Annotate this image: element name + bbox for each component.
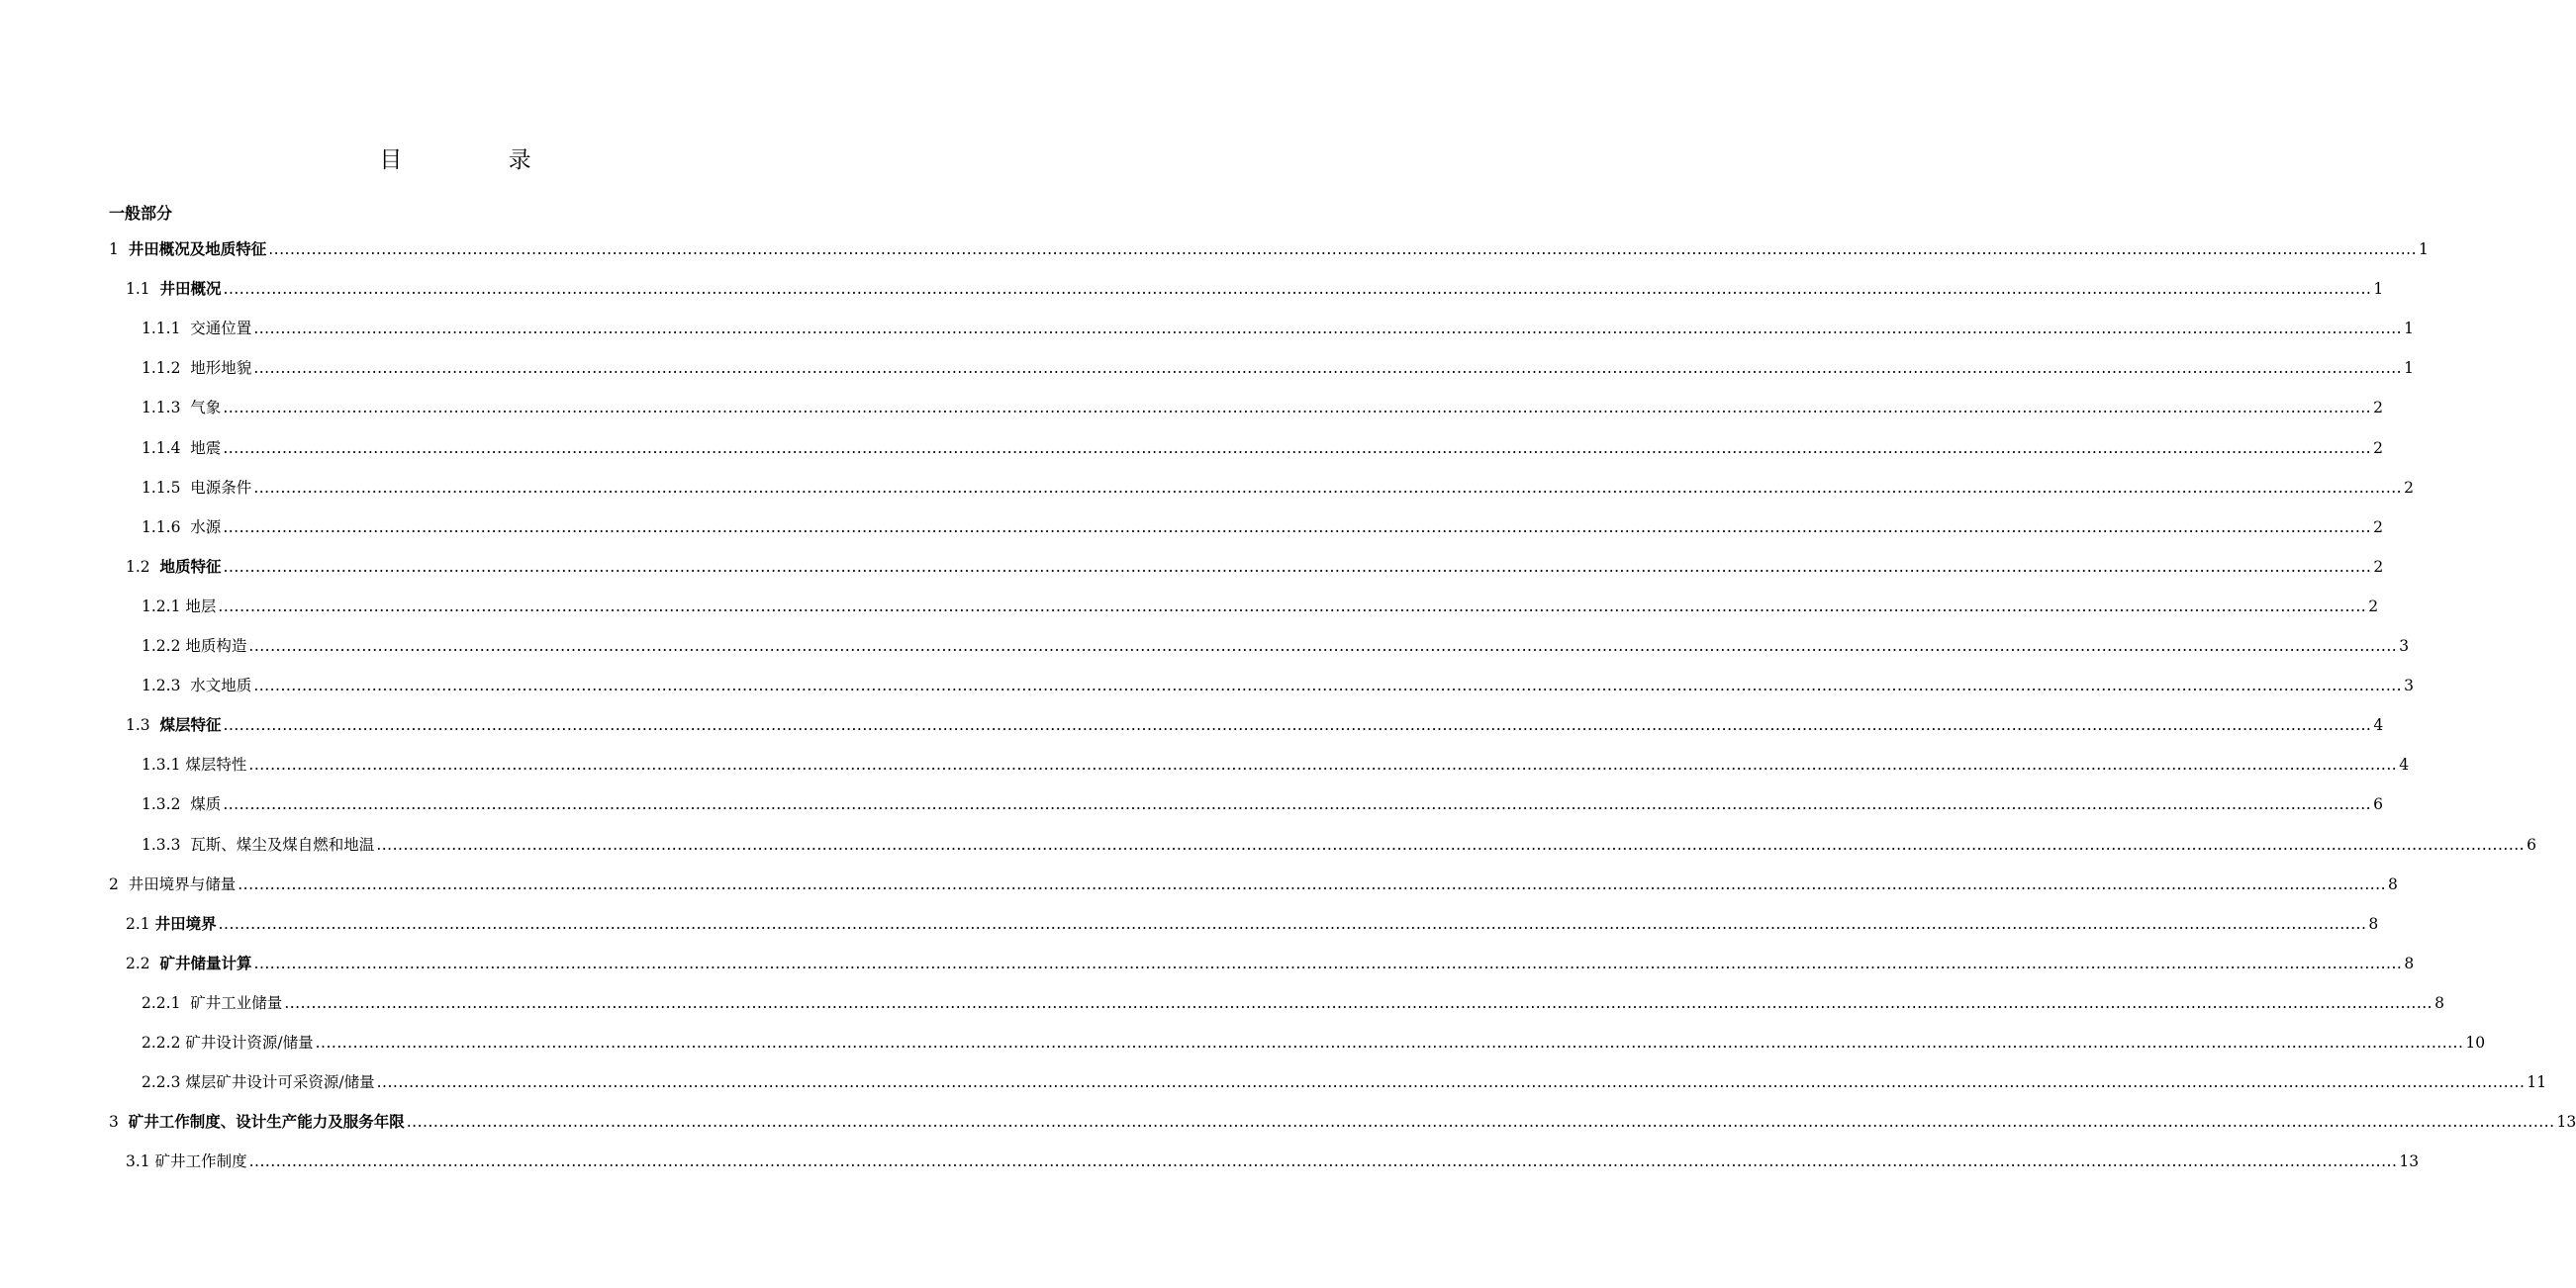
toc-dot-leader: ................................................................................................................................................................................................................................................................................................................................................................................................................ bbox=[253, 677, 2403, 695]
toc-entry-title: 井田境界 bbox=[154, 914, 217, 933]
toc-entry-number: 1.2 bbox=[126, 557, 160, 576]
toc-entry-page-number: 6 bbox=[2527, 835, 2536, 854]
toc-entry-title: 矿井工作制度 bbox=[154, 1152, 247, 1171]
toc-dot-leader: ................................................................................................................................................................................................................................................................................................................................................................................................................ bbox=[223, 517, 2372, 536]
toc-entry-title: 地层 bbox=[185, 597, 217, 615]
toc-entry-page-number: 13 bbox=[2399, 1152, 2420, 1171]
toc-entry-number: 2 bbox=[109, 874, 129, 893]
toc-entry[interactable] bbox=[142, 468, 2414, 507]
toc-entry-number: 1.3 bbox=[126, 716, 160, 735]
toc-dot-leader: ................................................................................................................................................................................................................................................................................................................................................................................................................ bbox=[248, 756, 2398, 775]
toc-entry-page-number: 10 bbox=[2465, 1034, 2486, 1052]
toc-entry[interactable] bbox=[109, 865, 2398, 904]
toc-entry-number: 2.2.2 bbox=[142, 1034, 186, 1052]
toc-dot-leader: ................................................................................................................................................................................................................................................................................................................................................................................................................ bbox=[248, 637, 2398, 655]
toc-dot-leader: ................................................................................................................................................................................................................................................................................................................................................................................................................ bbox=[223, 795, 2372, 814]
toc-entry-page-number: 2 bbox=[2404, 478, 2414, 497]
toc-entry-page-number: 6 bbox=[2373, 795, 2383, 814]
toc-entry-title: 交通位置 bbox=[190, 320, 252, 338]
toc-entry[interactable] bbox=[142, 507, 2383, 547]
toc-dot-leader: ................................................................................................................................................................................................................................................................................................................................................................................................................ bbox=[223, 557, 2372, 576]
toc-entry-page-number: 3 bbox=[2404, 677, 2414, 695]
page-title: 目 录 bbox=[379, 147, 581, 173]
toc-entry-page-number: 11 bbox=[2527, 1073, 2547, 1092]
toc-entry-page-number: 1 bbox=[2404, 359, 2414, 378]
toc-entry-title: 地震 bbox=[190, 438, 222, 457]
toc-entry-number: 3 bbox=[109, 1113, 129, 1132]
toc-entry[interactable] bbox=[142, 983, 2444, 1023]
toc-entry-number: 1 bbox=[109, 240, 129, 258]
toc-dot-leader: ................................................................................................................................................................................................................................................................................................................................................................................................................ bbox=[376, 835, 2526, 854]
toc-entry-number: 2.1 bbox=[126, 914, 155, 933]
toc-dot-leader: ................................................................................................................................................................................................................................................................................................................................................................................................................ bbox=[238, 874, 2387, 893]
toc-entry[interactable] bbox=[126, 547, 2384, 587]
toc-entry[interactable] bbox=[142, 626, 2410, 666]
toc-dot-leader: ................................................................................................................................................................................................................................................................................................................................................................................................................ bbox=[248, 1152, 2398, 1171]
toc-entry-title: 电源条件 bbox=[190, 478, 252, 497]
toc-entry-page-number: 4 bbox=[2399, 756, 2410, 775]
toc-entry[interactable] bbox=[109, 1102, 2576, 1142]
toc-entry-number: 1.3.1 bbox=[142, 756, 186, 775]
toc-entry[interactable] bbox=[126, 904, 2379, 944]
toc-entry[interactable] bbox=[142, 388, 2383, 427]
toc-entry-title: 井田概况 bbox=[159, 280, 222, 299]
toc-entry-page-number: 2 bbox=[2373, 399, 2383, 417]
toc-entry[interactable] bbox=[142, 587, 2379, 626]
toc-entry-page-number: 3 bbox=[2399, 637, 2410, 655]
toc-entry[interactable] bbox=[126, 705, 2384, 745]
toc-entry[interactable] bbox=[142, 1062, 2547, 1102]
toc-entry-title: 水源 bbox=[190, 517, 222, 536]
toc-entry[interactable] bbox=[142, 348, 2414, 388]
toc-entry-page-number: 8 bbox=[2404, 954, 2415, 972]
toc-dot-leader: ................................................................................................................................................................................................................................................................................................................................................................................................................ bbox=[253, 359, 2403, 378]
toc-entry-number: 1.1.1 bbox=[142, 320, 191, 338]
toc-entry[interactable] bbox=[142, 1023, 2486, 1062]
toc-dot-leader: ................................................................................................................................................................................................................................................................................................................................................................................................................ bbox=[218, 914, 2367, 933]
toc-entry-title: 地质构造 bbox=[185, 637, 247, 655]
toc-dot-leader: ................................................................................................................................................................................................................................................................................................................................................................................................................ bbox=[253, 954, 2403, 972]
toc-entry[interactable] bbox=[142, 666, 2414, 705]
toc-dot-leader: ................................................................................................................................................................................................................................................................................................................................................................................................................ bbox=[406, 1113, 2555, 1132]
toc-entry-number: 2.2.3 bbox=[142, 1073, 186, 1092]
toc-entry[interactable] bbox=[126, 269, 2384, 309]
toc-dot-leader: ................................................................................................................................................................................................................................................................................................................................................................................................................ bbox=[268, 240, 2418, 258]
toc-entry[interactable] bbox=[126, 1142, 2420, 1181]
toc-entry-page-number: 2 bbox=[2368, 597, 2379, 615]
toc-entry-number: 3.1 bbox=[126, 1152, 155, 1171]
toc-entry-number: 1.2.1 bbox=[142, 597, 186, 615]
toc-entry-title: 地形地貌 bbox=[190, 359, 252, 378]
toc-entry-page-number: 8 bbox=[2388, 874, 2398, 893]
toc-entry-title: 气象 bbox=[190, 399, 222, 417]
toc-dot-leader: ................................................................................................................................................................................................................................................................................................................................................................................................................ bbox=[376, 1073, 2526, 1092]
toc-entry-page-number: 2 bbox=[2373, 517, 2383, 536]
toc-entry-title: 煤层矿井设计可采资源/储量 bbox=[185, 1073, 375, 1092]
toc-dot-leader: ................................................................................................................................................................................................................................................................................................................................................................................................................ bbox=[218, 597, 2367, 615]
section-heading: 一般部分 bbox=[109, 204, 173, 223]
toc-entry-title: 矿井储量计算 bbox=[159, 954, 252, 972]
toc-entry-title: 矿井设计资源/储量 bbox=[185, 1034, 314, 1052]
toc-entry-number: 2.2 bbox=[126, 954, 160, 972]
toc-entry-title: 矿井工业储量 bbox=[190, 993, 283, 1012]
toc-entry-page-number: 1 bbox=[2373, 280, 2384, 299]
toc-entry-title: 瓦斯、煤尘及煤自燃和地温 bbox=[190, 835, 375, 854]
toc-entry-number: 1.1 bbox=[126, 280, 160, 299]
toc-entry-page-number: 4 bbox=[2373, 716, 2384, 735]
toc-entry-title: 煤质 bbox=[190, 795, 222, 814]
toc-entry-number: 1.1.2 bbox=[142, 359, 191, 378]
toc-entry[interactable] bbox=[142, 784, 2383, 824]
toc-entry-title: 煤层特征 bbox=[159, 716, 222, 735]
toc-entry[interactable] bbox=[142, 825, 2536, 865]
toc-entry-title: 水文地质 bbox=[190, 677, 252, 695]
toc-entry-number: 1.1.5 bbox=[142, 478, 191, 497]
toc-entry-number: 1.1.6 bbox=[142, 517, 191, 536]
toc-entry-page-number: 2 bbox=[2373, 438, 2383, 457]
toc-dot-leader: ................................................................................................................................................................................................................................................................................................................................................................................................................ bbox=[284, 993, 2433, 1012]
toc-entry-title: 井田概况及地质特征 bbox=[128, 240, 267, 258]
toc-entry-page-number: 1 bbox=[2404, 320, 2414, 338]
toc-entry-page-number: 8 bbox=[2434, 993, 2444, 1012]
toc-entry-number: 2.2.1 bbox=[142, 993, 191, 1012]
toc-entry-number: 1.1.4 bbox=[142, 438, 191, 457]
toc-entry-title: 地质特征 bbox=[159, 557, 222, 576]
toc-entry-page-number: 8 bbox=[2368, 914, 2379, 933]
toc-dot-leader: ................................................................................................................................................................................................................................................................................................................................................................................................................ bbox=[223, 399, 2372, 417]
toc-entry-number: 1.1.3 bbox=[142, 399, 191, 417]
toc-entry[interactable] bbox=[142, 745, 2410, 784]
toc-entry[interactable] bbox=[142, 309, 2414, 348]
toc-entry-title: 煤层特性 bbox=[185, 756, 247, 775]
toc-dot-leader: ................................................................................................................................................................................................................................................................................................................................................................................................................ bbox=[253, 320, 2403, 338]
toc-dot-leader: ................................................................................................................................................................................................................................................................................................................................................................................................................ bbox=[253, 478, 2403, 497]
toc-entry[interactable] bbox=[126, 944, 2415, 983]
toc-entry-title: 矿井工作制度、设计生产能力及服务年限 bbox=[128, 1113, 405, 1132]
toc-entry-title: 井田境界与储量 bbox=[128, 874, 237, 893]
toc-entry-number: 1.2.3 bbox=[142, 677, 191, 695]
toc-entry-number: 1.2.2 bbox=[142, 637, 186, 655]
toc-entry-page-number: 13 bbox=[2556, 1113, 2576, 1132]
toc-dot-leader: ................................................................................................................................................................................................................................................................................................................................................................................................................ bbox=[315, 1034, 2464, 1052]
toc-entry-page-number: 2 bbox=[2373, 557, 2384, 576]
toc-entry-number: 1.3.3 bbox=[142, 835, 191, 854]
toc-entry[interactable] bbox=[142, 428, 2383, 468]
toc-dot-leader: ................................................................................................................................................................................................................................................................................................................................................................................................................ bbox=[223, 716, 2372, 735]
toc-dot-leader: ................................................................................................................................................................................................................................................................................................................................................................................................................ bbox=[223, 280, 2372, 299]
toc-entry-page-number: 1 bbox=[2419, 240, 2429, 258]
toc-dot-leader: ................................................................................................................................................................................................................................................................................................................................................................................................................ bbox=[223, 438, 2372, 457]
toc-entry[interactable] bbox=[109, 230, 2429, 269]
toc-entry-number: 1.3.2 bbox=[142, 795, 191, 814]
